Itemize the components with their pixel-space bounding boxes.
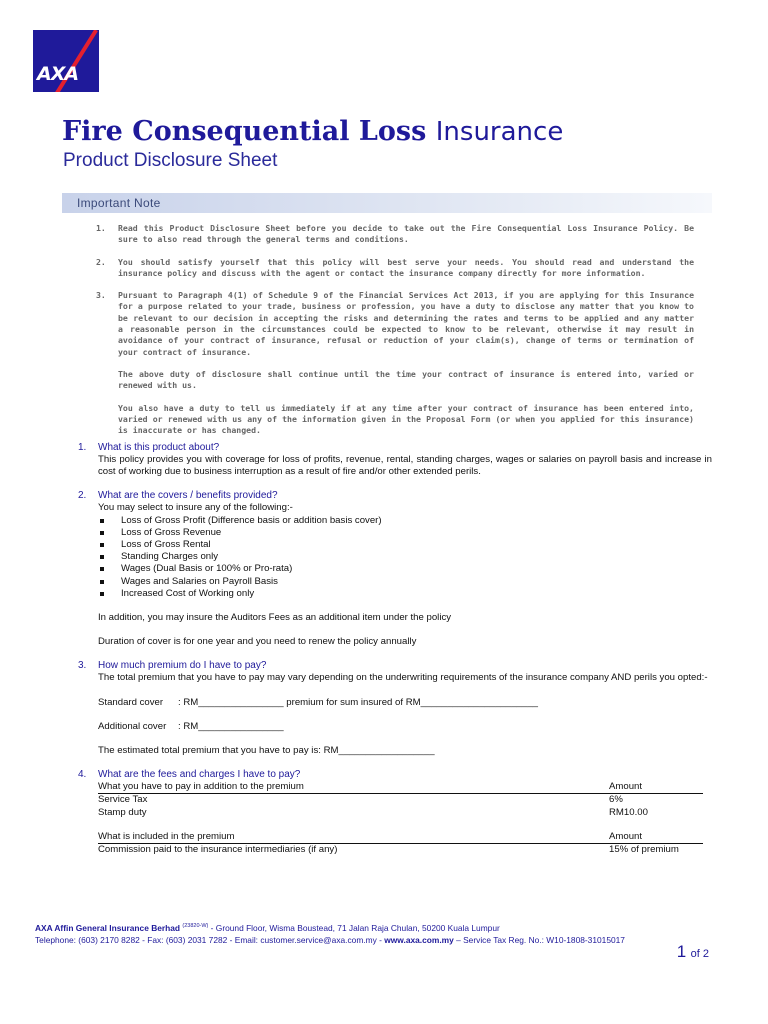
note-item — [96, 403, 694, 437]
included-table-header — [98, 831, 703, 844]
list-item: Increased Cost of Working only — [98, 588, 712, 600]
logo-text: AXA — [37, 63, 79, 85]
page-footer — [35, 920, 735, 946]
section-title: What are the covers / benefits provided? — [98, 490, 278, 502]
note-text: You also have a duty to tell us immediately if at any time after your contract of insurance has been entered into, varied or renewed with us any of the information given in the Proposal Form (or when you applied for this insurance) is inaccurate or has changed. — [118, 402, 694, 436]
page-subtitle: Product Disclosure Sheet — [63, 150, 278, 171]
section-heading — [78, 442, 712, 454]
list-item: Wages and Salaries on Payroll Basis — [98, 576, 712, 588]
estimated-total-premium: The estimated total premium that you have to pay is: RM__________________ — [98, 745, 435, 757]
important-note-bar — [62, 193, 712, 213]
list-item: Wages (Dual Basis or 100% or Pro-rata) — [98, 563, 712, 575]
section-title: What is this product about? — [98, 442, 220, 453]
table-row — [98, 807, 703, 819]
note-text: The above duty of disclosure shall continue until the time your contract of insurance is entered into, varied or renewed with us. — [118, 368, 694, 391]
section-number: 1. — [78, 442, 87, 453]
section-fees — [78, 769, 712, 856]
note-item — [96, 369, 694, 392]
company-address: - Ground Floor, Wisma Boustead, 71 Jalan Raja Chulan, 50200 Kuala Lumpur — [208, 922, 500, 933]
auditors-fees-text: In addition, you may insure the Auditors Fees as an additional item under the policy — [98, 612, 452, 624]
section-title: How much premium do I have to pay? — [98, 660, 267, 672]
page-number — [677, 942, 709, 962]
section-product — [78, 442, 712, 478]
section-title: What are the fees and charges I have to pay? — [98, 769, 301, 781]
section-heading — [78, 660, 712, 672]
column-header: What you have to pay in addition to the premium — [98, 781, 304, 793]
important-note-list — [96, 223, 694, 447]
standard-cover-label: Standard cover — [98, 696, 164, 708]
standard-cover-row — [98, 697, 712, 709]
table-cell: RM10.00 — [609, 806, 648, 818]
note-text: Pursuant to Paragraph 4(1) of Schedule 9 of the Financial Services Act 2013, if you are applying for this Insurance for a purpose related to your trade, business or profession, you have a duty to disclose any matter that you know to be relevant to our decision in accepting the risks and determining the rates and terms to be applied and any matter a reasonable person in the circumstances could be expected to know to be relevant, otherwise it may result in avoidance of your contract of insurance, refusal or reduction of your claim(s), change of terms or termination of your contract of insurance. — [118, 290, 694, 357]
page-total: of 2 — [690, 948, 709, 960]
title-light: Insurance — [435, 117, 564, 147]
note-item — [96, 223, 694, 246]
covers-list — [98, 515, 712, 600]
section-covers — [78, 490, 712, 648]
table-cell: Service Tax — [98, 794, 148, 806]
column-header: Amount — [609, 781, 643, 793]
column-header: What is included in the premium — [98, 830, 235, 842]
section-premium — [78, 660, 712, 757]
list-item: Loss of Gross Profit (Difference basis or addition basis cover) — [98, 515, 712, 527]
note-number: 1. — [96, 223, 106, 233]
note-number: 2. — [96, 256, 106, 267]
title-bold: Fire Consequential Loss — [62, 116, 427, 147]
list-item: Loss of Gross Rental — [98, 539, 712, 551]
table-cell: Commission paid to the insurance intermediaries (if any) — [98, 844, 338, 856]
note-text: Read this Product Disclosure Sheet before you decide to take out the Fire Consequential Loss Insurance Policy. Be sure to also read through the general terms and conditions. — [118, 223, 694, 245]
fees-table-header — [98, 781, 703, 794]
standard-cover-field: : RM________________ premium for sum insured of RM______________________ — [178, 696, 539, 708]
section-heading — [78, 769, 712, 781]
contact-info: Telephone: (603) 2170 8282 - Fax: (603) 2031 7282 - Email: customer.service@axa.com.my - — [35, 934, 385, 945]
table-cell: 6% — [609, 794, 623, 806]
content-sections — [78, 442, 712, 868]
note-item — [96, 257, 694, 280]
page-title — [62, 116, 563, 147]
list-item: Loss of Gross Revenue — [98, 527, 712, 539]
table-row — [98, 794, 703, 806]
section-number: 2. — [78, 490, 87, 502]
footer-contact-line — [35, 934, 735, 946]
note-number: 3. — [96, 290, 106, 301]
note-item — [96, 290, 694, 358]
company-reg: (23820-W) — [182, 923, 209, 929]
footer-address-line — [35, 920, 735, 934]
page-current: 1 — [676, 942, 687, 961]
section-heading — [78, 490, 712, 502]
company-name: AXA Affin General Insurance Berhad — [35, 922, 181, 933]
additional-cover-field: : RM________________ — [178, 720, 284, 732]
section-number: 4. — [78, 769, 87, 781]
table-row — [98, 844, 703, 856]
website-link[interactable]: www.axa.com.my — [384, 934, 454, 945]
section-body — [98, 672, 712, 757]
note-text: You should satisfy yourself that this policy will best serve your needs. You should read and understand the insurance policy and discuss with the agent or contact the insurance company directly for more information. — [118, 256, 694, 278]
section-body — [98, 502, 712, 648]
covers-intro: You may select to insure any of the following:- — [98, 502, 293, 514]
axa-logo — [33, 30, 99, 92]
section-text: This policy provides you with coverage for loss of profits, revenue, rental, standing charges, wages or salaries on payroll basis and increase in cost of working due to business interruption as a result of fire and/or other extended perils. — [98, 454, 712, 478]
premium-text: The total premium that you have to pay may vary depending on the underwriting requirements of the insurance company AND perils you opted:- — [98, 672, 708, 684]
table-cell: 15% of premium — [609, 844, 679, 856]
important-note-label: Important Note — [77, 196, 161, 210]
column-header: Amount — [609, 830, 643, 842]
tax-reg: – Service Tax Reg. No.: W10-1808-31015017 — [453, 934, 625, 945]
list-item: Standing Charges only — [98, 551, 712, 563]
additional-cover-row — [98, 721, 712, 733]
additional-cover-label: Additional cover — [98, 720, 167, 732]
table-cell: Stamp duty — [98, 806, 147, 818]
fees-table — [98, 781, 703, 856]
section-number: 3. — [78, 660, 87, 672]
duration-text: Duration of cover is for one year and you need to renew the policy annually — [98, 636, 417, 648]
